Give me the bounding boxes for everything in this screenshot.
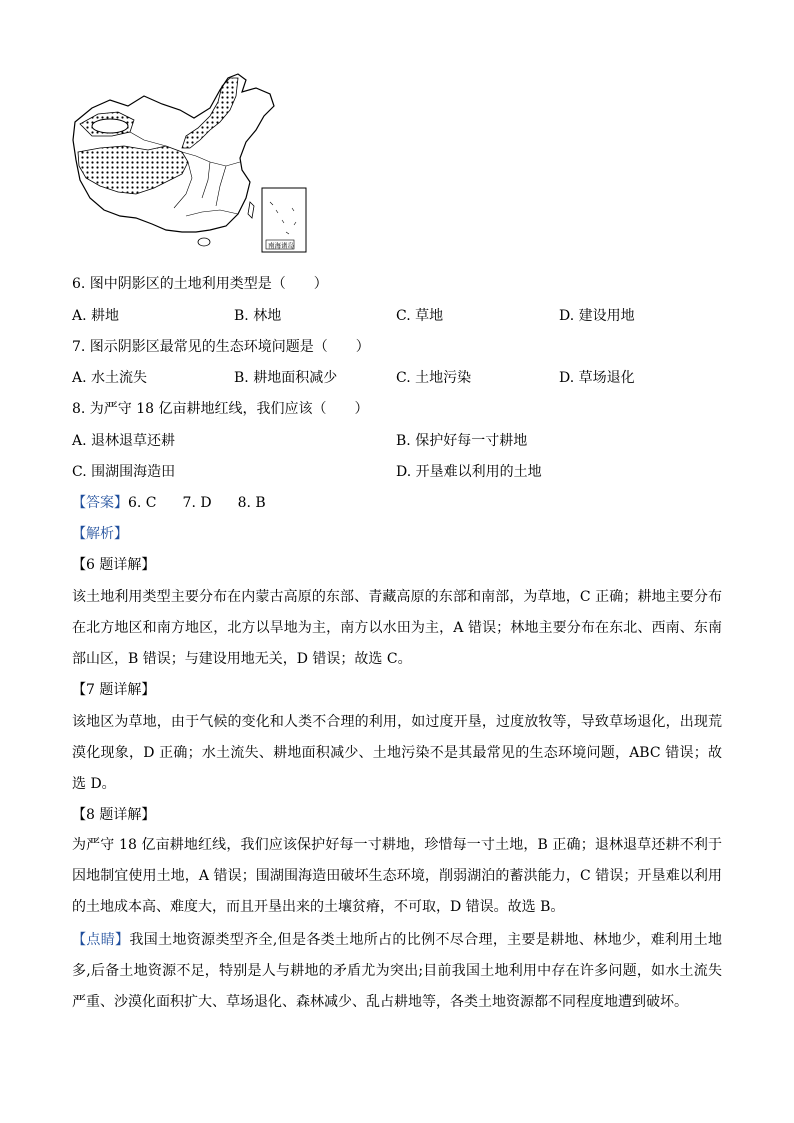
detail-6-text: 该土地利用类型主要分布在内蒙古高原的东部、青藏高原的东部和南部，为草地，C 正确；耕地主要分布在北方地区和南方地区，北方以旱地为主，南方以水田为主，A 错误；林地主要分布在东北、西南、东南部山区，B 错误；与建设用地无关，D 错误；故选 C。 [72,589,722,667]
note-paragraph [72,925,722,1018]
q6-option-a: A. 耕地 [72,308,120,324]
question-7-stem: 7. 图示阴影区最常见的生态环境问题是（ ） [72,339,370,355]
note-text: 我国土地资源类型齐全,但是各类土地所占的比例不尽合理，主要是耕地、林地少，难利用土地多,后备土地资源不足，特别是人与耕地的矛盾尤为突出;目前我国土地利用中存在许多问题，如水土流失严重、沙漠化面积扩大、草场退化、森林减少、乱占耕地等，各类土地资源都不同程度地遭到破坏。 [72,932,723,1010]
detail-7-title: 【7 题详解】 [72,682,156,698]
answer-line [72,493,266,513]
answer-7: 7. D [182,495,212,511]
q8-option-c: C. 围湖围海造田 [72,464,176,480]
q7-option-c: C. 土地污染 [396,370,472,386]
q7-option-d: D. 草场退化 [559,370,635,386]
detail-7-text: 该地区为草地，由于气候的变化和人类不合理的利用，如过度开垦，过度放牧等，导致草场退化，出现荒漠化现象，D 正确；水土流失、耕地面积减少、土地污染不是其最常见的生态环境问题，ABC 错误；故选 D。 [72,714,722,792]
q6-option-b: B. 林地 [234,308,282,324]
china-map-figure [70,70,310,255]
detail-8-text: 为严守 18 亿亩耕地红线，我们应该保护好每一寸耕地，珍惜每一寸土地，B 正确；退林退草还耕不利于因地制宜使用土地，A 错误；围湖围海造田破坏生态环境，削弱湖泊的蓄洪能力，C 错误；开垦难以利用的土地成本高、难度大，而且开垦出来的土壤贫瘠，不可取，D 错误。故选 B。 [72,837,722,915]
q7-option-b: B. 耕地面积减少 [234,370,338,386]
q7-option-a: A. 水土流失 [72,370,148,386]
hainan-island [198,238,210,246]
taiwan-island [248,202,254,218]
detail-8-title: 【8 题详解】 [72,807,156,823]
q8-option-a: A. 退林退草还耕 [72,433,176,449]
q8-option-b: B. 保护好每一寸耕地 [396,433,528,449]
question-6-stem: 6. 图中阴影区的土地利用类型是（ ） [72,276,328,292]
q6-option-d: D. 建设用地 [559,308,635,324]
question-8-stem: 8. 为严守 18 亿亩耕地红线，我们应该（ ） [72,401,369,417]
q6-option-c: C. 草地 [396,308,444,324]
answer-8: 8. B [237,495,266,511]
q8-option-d: D. 开垦难以利用的土地 [396,464,542,480]
detail-6-title: 【6 题详解】 [72,557,156,573]
basin-outline [92,119,128,133]
analysis-label: 【解析】 [72,526,128,542]
inset-label: 南海诸岛 [268,241,294,250]
note-label: 【点睛】 [72,932,130,948]
answer-6: 6. C [128,495,157,511]
answer-label: 【答案】 [72,495,128,511]
